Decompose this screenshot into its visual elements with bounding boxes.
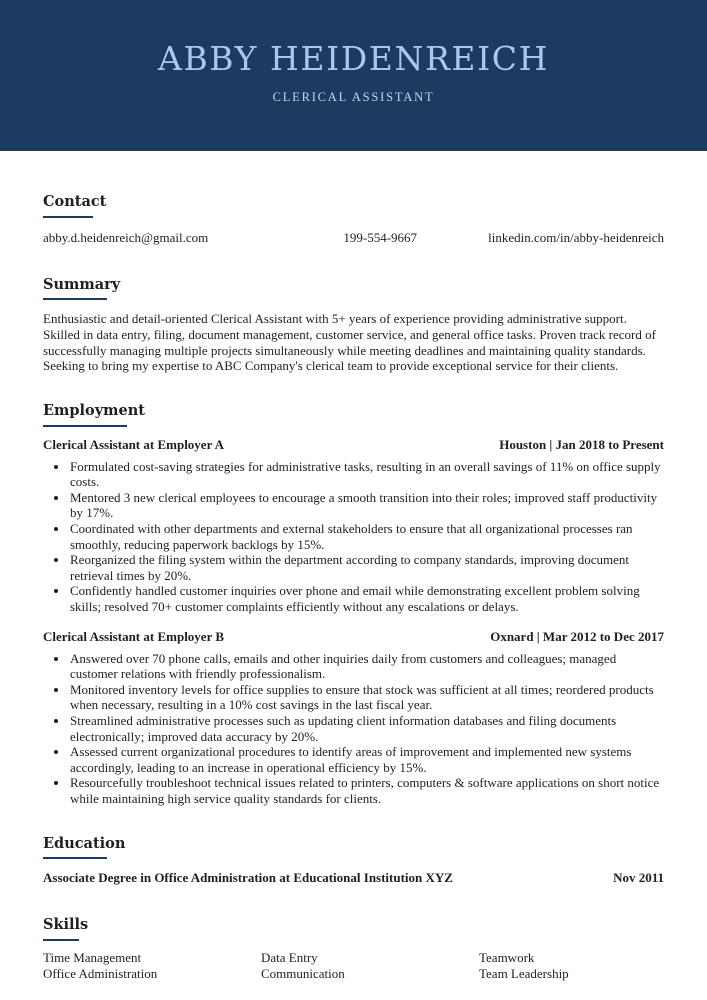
education-heading-rule xyxy=(43,857,107,859)
candidate-name: ABBY HEIDENREICH xyxy=(158,39,549,78)
job-role: Clerical Assistant at Employer A xyxy=(43,436,225,452)
education-date: Nov 2011 xyxy=(613,870,664,886)
bullet-item: • Streamlined administrative processes such as updating client information databases and filing documents electronically; improved data accuracy by 20%. xyxy=(69,713,664,744)
bullet-item: • Formulated cost-saving strategies for administrative tasks, resulting in an overall savings of 11% on office supply costs. xyxy=(69,459,664,490)
job-bullets xyxy=(43,651,664,807)
skill-item: Office Administration xyxy=(43,965,158,981)
bullet-item: • Monitored inventory levels for office supplies to ensure that stock was sufficient at all times; reordered products when necessary, resulting in a 10% cost savings in the last fiscal year. xyxy=(69,682,664,713)
job-location-dates: Oxnard | Mar 2012 to Dec 2017 xyxy=(490,628,664,644)
contact-phone[interactable]: 199-554-9667 xyxy=(343,229,418,245)
education-section xyxy=(43,834,664,887)
skill-item: Data Entry xyxy=(261,949,318,965)
bullet-item: • Coordinated with other departments and external stakeholders to ensure that all organizational processes ran smoothly, reducing paperwork backlogs by 15%. xyxy=(69,521,664,552)
education-degree: Associate Degree in Office Administration at Educational Institution XYZ xyxy=(43,870,453,886)
bullet-item: • Mentored 3 new clerical employees to encourage a smooth transition into their roles; improved staff productivity by 17%. xyxy=(69,490,664,521)
education-heading: Education xyxy=(43,834,126,852)
employment-heading: Employment xyxy=(43,402,145,420)
job-bullets xyxy=(43,459,664,615)
bullet-item: • Reorganized the filing system within the department according to company standards, improving document retrieval times by 20%. xyxy=(69,552,664,583)
bullet-item: • Answered over 70 phone calls, emails and other inquiries daily from customers and colleagues; managed customer relations with friendly professionalism. xyxy=(69,651,664,682)
skills-section xyxy=(43,918,664,982)
resume-body xyxy=(0,195,707,982)
skill-item: Time Management xyxy=(43,949,142,965)
candidate-title: CLERICAL ASSISTANT xyxy=(272,90,435,104)
employment-section xyxy=(43,404,664,806)
contact-row xyxy=(43,230,664,246)
job-location-dates: Houston | Jan 2018 to Present xyxy=(499,436,664,452)
bullet-item: • Confidently handled customer inquiries over phone and email while demonstrating excellent problem solving skills; resolved 70+ customer complaints efficiently without any escalations or delays. xyxy=(69,583,664,614)
skills-grid xyxy=(43,950,664,982)
summary-section xyxy=(43,275,664,375)
education-entry xyxy=(43,870,664,886)
contact-heading: Contact xyxy=(43,193,107,210)
resume-header xyxy=(0,0,707,151)
contact-email[interactable]: abby.d.heidenreich@gmail.com xyxy=(43,229,209,245)
job-role: Clerical Assistant at Employer B xyxy=(43,628,225,644)
employment-heading-rule xyxy=(43,425,127,427)
contact-section xyxy=(43,195,664,246)
contact-heading-rule xyxy=(43,216,93,218)
skills-heading-rule xyxy=(43,939,79,941)
skill-item: Teamwork xyxy=(479,949,535,965)
job-entry xyxy=(43,437,664,615)
skill-item: Team Leadership xyxy=(479,965,569,981)
job-header xyxy=(43,437,664,453)
job-header xyxy=(43,629,664,645)
skill-item: Communication xyxy=(261,965,345,981)
summary-heading: Summary xyxy=(43,275,121,293)
bullet-item: • Resourcefully troubleshoot technical issues related to printers, computers & software applications on short notice while maintaining high service quality standards for clients. xyxy=(69,775,664,806)
summary-heading-rule xyxy=(43,298,107,300)
bullet-item: • Assessed current organizational procedures to identify areas of improvement and implemented new systems accordingly, leading to an increase in operational efficiency by 15%. xyxy=(69,744,664,775)
job-entry xyxy=(43,629,664,807)
skills-heading: Skills xyxy=(43,916,89,934)
contact-linkedin[interactable]: linkedin.com/in/abby-heidenreich xyxy=(488,229,664,245)
summary-text: Enthusiastic and detail-oriented Clerical Assistant with 5+ years of experience providing administrative support. Skilled in data entry, filing, document management, customer service, and general office tasks. Proven track record of successfully managing multiple projects simultaneously while meeting deadlines and maintaining quality standards. Seeking to bring my expertise to ABC Company's clerical team to provide exceptional service for their clients. xyxy=(43,311,656,374)
